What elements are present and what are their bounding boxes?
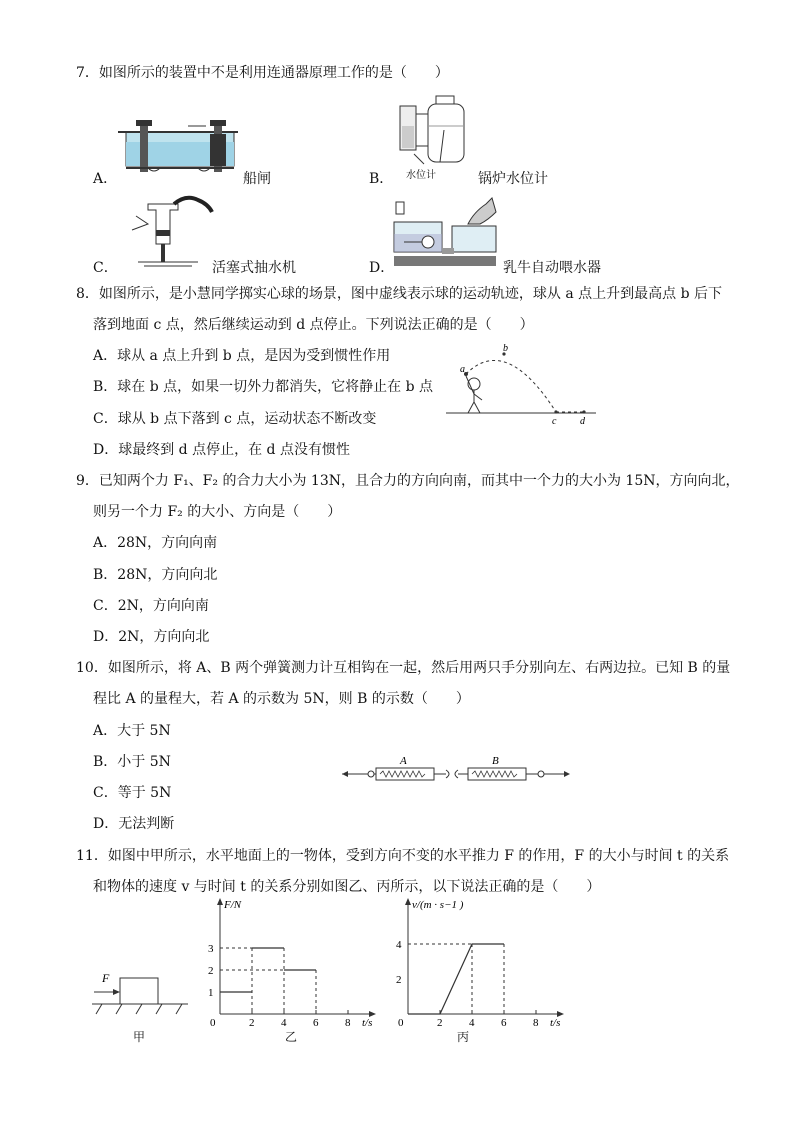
q8-option-d: D．球最终到 d 点停止，在 d 点没有惯性	[93, 442, 350, 458]
scale-a-label: A	[400, 755, 407, 767]
fig-bing-caption: 丙	[457, 1030, 470, 1044]
y-tick-label: 2	[208, 965, 214, 977]
boiler-gauge-figure	[392, 96, 472, 176]
point-a-label: a	[460, 364, 465, 375]
q7-option-a-caption: 船闸	[243, 171, 271, 187]
force-f-label: F	[102, 971, 110, 985]
fig-yi-caption: 乙	[285, 1030, 298, 1044]
x-tick-label: 6	[501, 1017, 507, 1029]
y-axis-label: v/(m · s−1 )	[412, 899, 464, 911]
q9-option-c: C．2N，方向向南	[93, 598, 209, 614]
x-axis-label: t/s	[362, 1017, 373, 1029]
q7-option-a-letter: A．	[93, 171, 118, 187]
q8-option-b: B．球在 b 点，如果一切外力都消失，它将静止在 b 点	[93, 379, 434, 395]
q8-option-c: C．球从 b 点下落到 c 点，运动状态不断改变	[93, 411, 377, 427]
origin-label: 0	[398, 1017, 404, 1029]
q9-stem-line1: 9．已知两个力 F₁、F₂ 的合力大小为 13N，且合力的方向向南，而其中一个力的大小为 15N，方向向北，	[76, 473, 740, 489]
q9-stem-line2: 则另一个力 F₂ 的大小、方向是（ ）	[93, 504, 342, 520]
q8-stem-line1: 8．如图所示，是小慧同学掷实心球的场景，图中虚线表示球的运动轨迹，球从 a 点上升到最高点 b 后下	[76, 286, 723, 302]
point-c-label: c	[552, 416, 557, 427]
y-axis-label: F/N	[224, 899, 242, 911]
q10-option-c: C．等于 5N	[93, 785, 172, 801]
fig-jia-caption: 甲	[133, 1030, 146, 1044]
point-d-label: d	[580, 416, 585, 427]
x-tick-label: 4	[469, 1017, 475, 1029]
y-tick-label: 3	[208, 943, 214, 955]
x-tick-label: 8	[533, 1017, 539, 1029]
cow-waterer-figure	[392, 196, 502, 268]
y-tick-label: 1	[208, 987, 214, 999]
x-tick-label: 6	[313, 1017, 319, 1029]
x-tick-label: 2	[437, 1017, 443, 1029]
q7-option-d-caption: 乳牛自动喂水器	[503, 260, 601, 276]
q9-option-d: D．2N，方向向北	[93, 629, 210, 645]
q10-option-d: D．无法判断	[93, 816, 175, 832]
q7-option-c-caption: 活塞式抽水机	[212, 260, 296, 276]
q10-stem-line2: 程比 A 的量程大，若 A 的示数为 5N，则 B 的示数（ ）	[93, 691, 470, 707]
velocity-line	[408, 944, 504, 1014]
water-level-gauge-label: 水位计	[406, 170, 436, 181]
q11-stem-line1: 11．如图中甲所示，水平地面上的一物体，受到方向不变的水平推力 F 的作用，F 的大小与时间 t 的关系	[76, 848, 730, 864]
x-axis-label: t/s	[550, 1017, 561, 1029]
fig-jia-block	[92, 966, 192, 1026]
point-b-label: b	[503, 343, 508, 354]
q7-stem: 7．如图所示的装置中不是利用连通器原理工作的是（ ）	[76, 65, 449, 81]
q10-option-b: B．小于 5N	[93, 754, 171, 770]
q8-option-a: A．球从 a 点上升到 b 点，是因为受到惯性作用	[93, 348, 391, 364]
q8-stem-line2: 落到地面 c 点，然后继续运动到 d 点停止。下列说法正确的是（ ）	[93, 317, 534, 333]
velocity-time-chart	[388, 896, 578, 1029]
q7-option-b-caption: 锅炉水位计	[478, 171, 548, 187]
y-tick-label: 2	[396, 974, 402, 986]
q7-option-b-letter: B．	[369, 171, 394, 187]
spring-scales-figure	[342, 754, 570, 790]
q9-option-a: A．28N，方向向南	[93, 535, 218, 551]
ship-lock-figure	[118, 112, 238, 178]
q11-stem-line2: 和物体的速度 v 与时间 t 的关系分别如图乙、丙所示，以下说法正确的是（ ）	[93, 879, 601, 895]
y-axis-arrow	[217, 898, 223, 905]
q7-option-d-letter: D．	[369, 260, 395, 276]
q10-stem-line1: 10．如图所示，将 A、B 两个弹簧测力计互相钩在一起，然后用两只手分别向左、右两边拉。已知 B 的量	[76, 660, 731, 676]
x-tick-label: 4	[281, 1017, 287, 1029]
x-tick-label: 8	[345, 1017, 351, 1029]
scale-b-label: B	[492, 755, 499, 767]
y-axis-arrow	[405, 898, 411, 905]
q10-option-a: A．大于 5N	[93, 723, 171, 739]
origin-label: 0	[210, 1017, 216, 1029]
x-tick-label: 2	[249, 1017, 255, 1029]
q7-option-c-letter: C．	[93, 260, 118, 276]
q9-option-b: B．28N，方向向北	[93, 567, 218, 583]
piston-pump-figure	[118, 196, 214, 268]
shot-put-figure	[446, 340, 598, 430]
y-tick-label: 4	[396, 939, 402, 951]
force-time-chart	[200, 896, 390, 1029]
